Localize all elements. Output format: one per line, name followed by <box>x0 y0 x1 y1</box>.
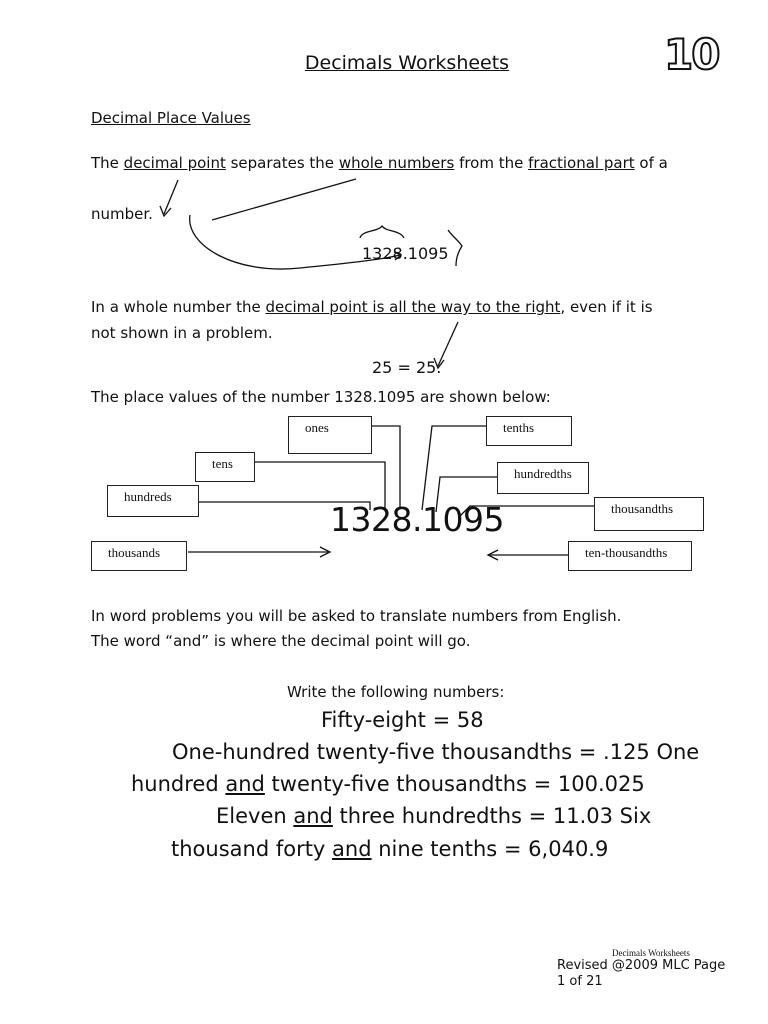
exercise-line-4: Eleven and three hundredths = 11.03 Six <box>216 804 652 828</box>
place-value-number: 1328.1095 <box>330 500 504 539</box>
footer-doc-title: Decimals Worksheets <box>612 948 690 958</box>
exercise-heading: Write the following numbers: <box>287 683 505 701</box>
label-hundredths: hundredths <box>497 462 589 494</box>
intro-line-1: The decimal point separates the whole numbers from the fractional part of a <box>91 154 668 172</box>
page-number-badge: 10 <box>664 30 719 79</box>
label-tenths: tenths <box>486 416 572 446</box>
term-decimal-point: decimal point <box>123 154 226 172</box>
word-problems-line-1: In word problems you will be asked to translate numbers from English. <box>91 607 622 625</box>
page-title: Decimals Worksheets <box>304 52 510 74</box>
term-decimal-right: decimal point is all the way to the right <box>265 298 561 316</box>
word-problems-line-2: The word “and” is where the decimal point will go. <box>91 632 471 650</box>
exercise-line-3: hundred and twenty-five thousandths = 100.025 <box>131 772 645 796</box>
whole-number-example: 25 = 25. <box>372 358 442 377</box>
footer-revision: Revised @2009 MLC Page 1 of 21 <box>557 958 726 989</box>
term-fractional-part: fractional part <box>528 154 635 172</box>
place-values-intro: The place values of the number 1328.1095 are shown below: <box>91 388 551 406</box>
label-ones: ones <box>288 416 372 454</box>
label-ten-thousandths: ten-thousandths <box>568 541 692 571</box>
exercise-line-2: One-hundred twenty-five thousandths = .125 One <box>172 740 700 764</box>
whole-number-line-2: not shown in a problem. <box>91 324 273 342</box>
section-heading: Decimal Place Values <box>91 109 251 127</box>
example-number: 1328.1095 <box>362 244 449 263</box>
exercise-line-1: Fifty-eight = 58 <box>321 708 484 732</box>
whole-number-line-1: In a whole number the decimal point is all the way to the right, even if it is <box>91 298 653 316</box>
label-tens: tens <box>195 452 255 482</box>
exercise-line-5: thousand forty and nine tenths = 6,040.9 <box>171 837 609 861</box>
intro-line-2: number. <box>91 205 153 223</box>
label-thousands: thousands <box>91 541 187 571</box>
term-whole-numbers: whole numbers <box>338 154 455 172</box>
label-hundreds: hundreds <box>107 485 199 517</box>
label-thousandths: thousandths <box>594 497 704 531</box>
